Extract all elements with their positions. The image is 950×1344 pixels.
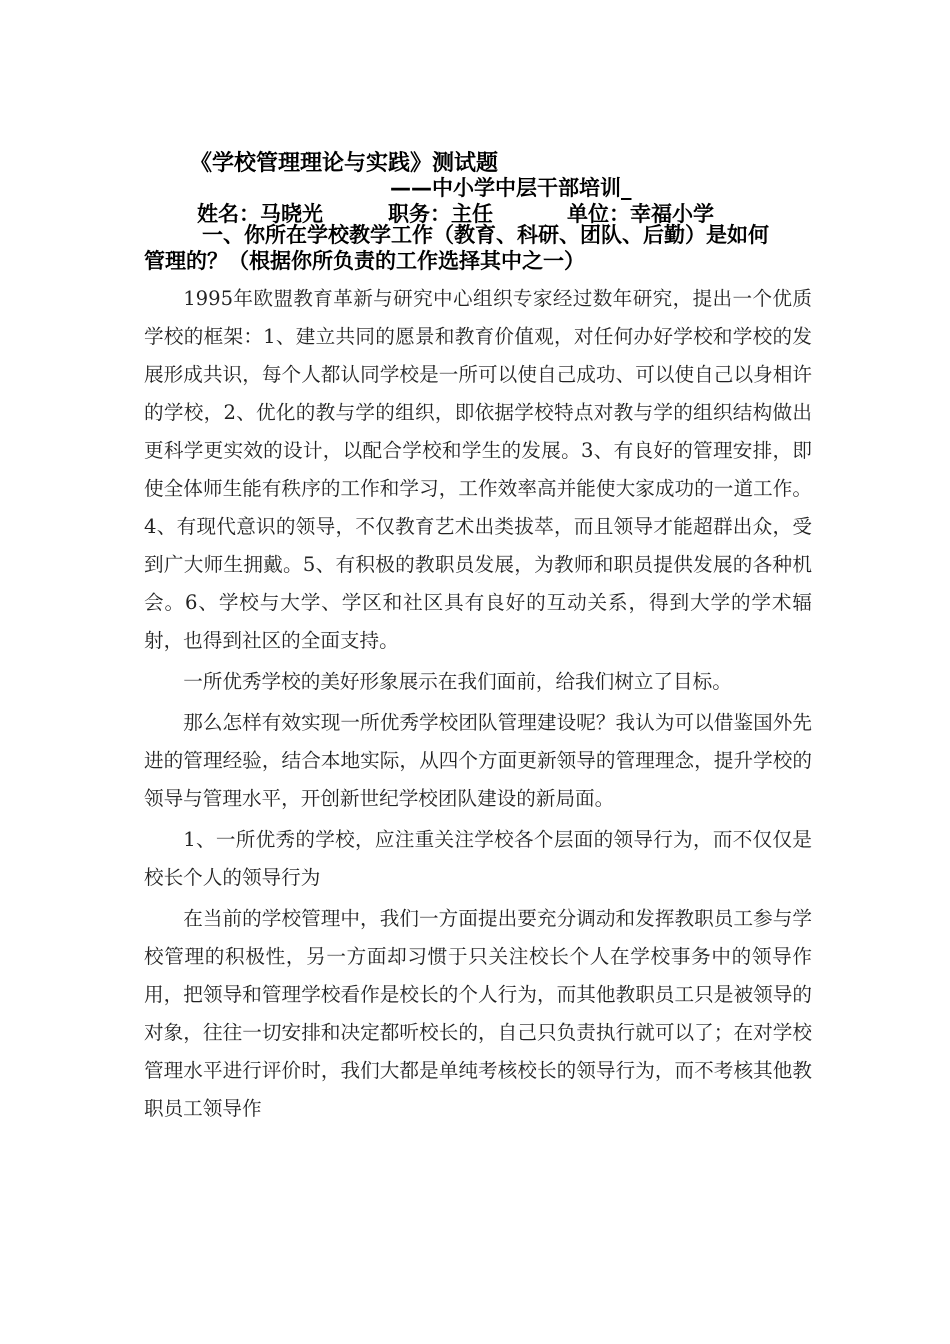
paragraph-3: 那么怎样有效实现一所优秀学校团队管理建设呢？我认为可以借鉴国外先进的管理经验，结合本地实际，从四个方面更新领导的管理理念，提升学校的领导与管理水平，开创新世纪学校团队建设的新局面。 [144,711,812,810]
paragraph-1: 1995年欧盟教育革新与研究中心组织专家经过数年研究，提出一个优质学校的框架：1、建立共同的愿景和教育价值观，对任何办好学校和学校的发展形成共识，每个人都认同学校是一所可以使自己成功、可以使自己以身相许的学校，2、优化的教与学的组织，即依据学校特点对教与学的组织结构做出更科学更实效的设计，以配合学校和学生的发展。3、有良好的管理安排，即使全体师生能有秩序的工作和学习，工作效率高并能使大家成功的一道工作。4、有现代意识的领导，不仅教育艺术出类拔萃，而且领导才能超群出众，受到广大师生拥戴。5、有积极的教职员发展，为教师和职员提供发展的各种机会。6、学校与大学、学区和社区具有良好的互动关系，得到大学的学术辐射，也得到社区的全面支持。 [144,287,812,652]
name-field: 姓名：马晓光 [197,202,323,226]
unit-field: 单位：幸福小学 [567,202,714,226]
role-field: 职务：主任 [388,202,493,226]
question-line-2: 管理的？（根据你所负责的工作选择其中之一） [144,249,585,273]
page-subtitle: ——中小学中层干部培训_ [390,176,632,200]
paragraph-4: 1、一所优秀的学校，应注重关注学校各个层面的领导行为，而不仅仅是校长个人的领导行为 [144,828,812,889]
page-title: 《学校管理理论与实践》测试题 [190,151,499,176]
paragraph-5: 在当前的学校管理中，我们一方面提出要充分调动和发挥教职员工参与学校管理的积极性，另一方面却习惯于只关注校长个人在学校事务中的领导作用，把领导和管理学校看作是校长的个人行为，而其他教职员工只是被领导的对象，往往一切安排和决定都听校长的，自己只负责执行就可以了；在对学校管理水平进行评价时，我们大都是单纯考核校长的领导行为，而不考核其他教职员工领导作 [144,907,812,1120]
answer-body [144,280,812,1131]
participant-info [197,198,837,224]
paragraph-2: 一所优秀学校的美好形象展示在我们面前，给我们树立了目标。 [183,670,732,693]
question-heading [144,222,814,274]
question-line-1: 一、你所在学校教学工作（教育、科研、团队、后勤）是如何 [202,223,769,247]
